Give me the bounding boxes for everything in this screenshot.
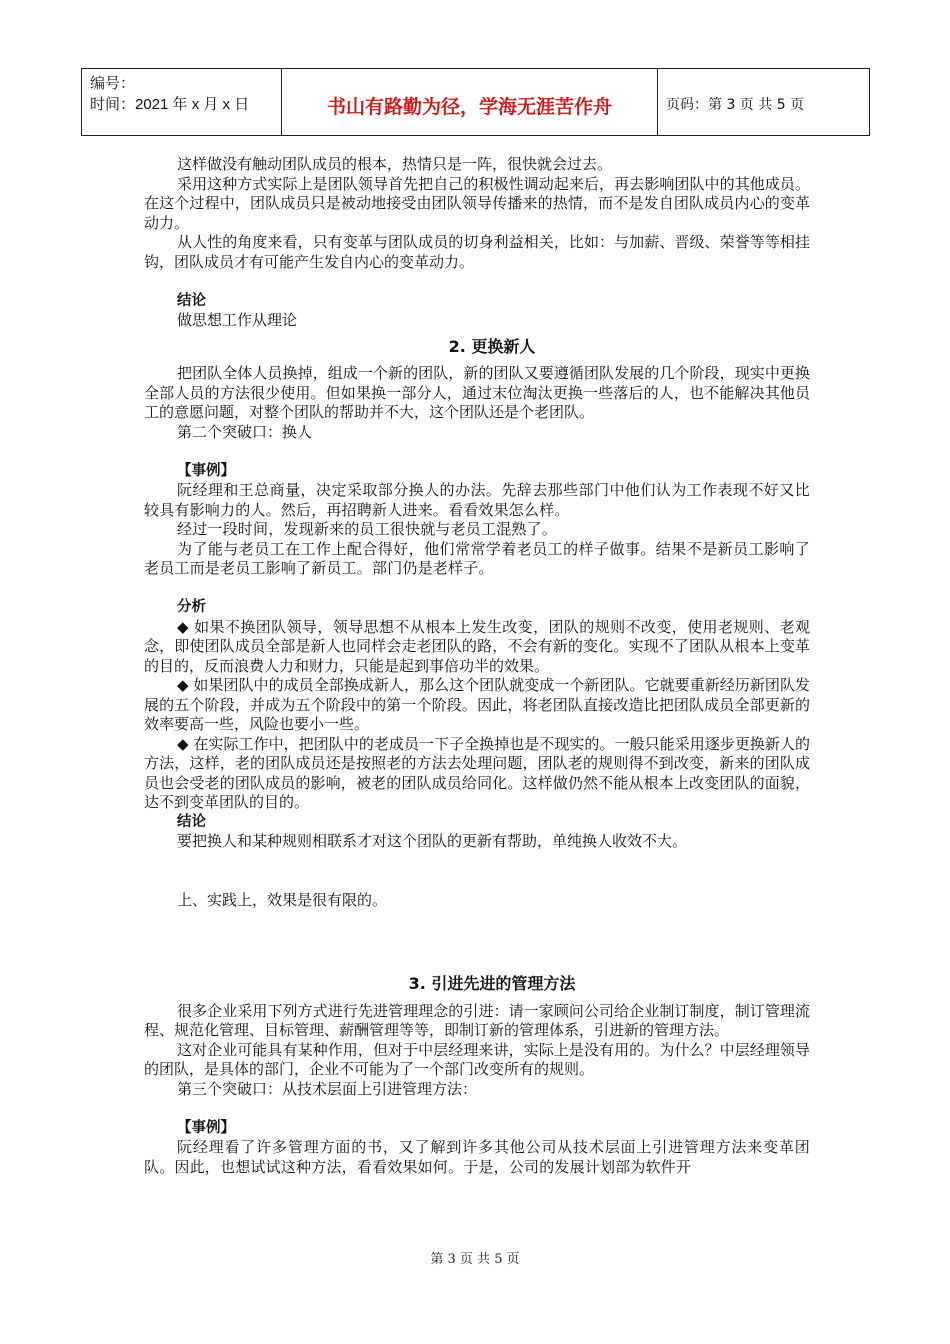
paragraph: 这对企业可能具有某种作用，但对于中层经理来讲，实际上是没有用的。为什么？中层经理领导的团队，是具体的部门，企业不可能为了一个部门改变所有的规则。: [144, 1040, 810, 1078]
case-paragraph: 阮经理看了许多管理方面的书，又了解到许多其他公司从技术层面上引进管理方法来变革团队。因此，也想试试这种方法，看看效果如何。于是，公司的发展计划部为软件开: [144, 1138, 810, 1176]
case-label: 【事例】: [177, 1119, 235, 1136]
analysis-bullet: ◆ 在实际工作中，把团队中的老成员一下子全换掉也是不现实的。一般只能采用逐步更换新人的方法，这样，老的团队成员还是按照老的方法去处理问题，团队老的规则得不到改变，新来的团队成员也会受老的团队成员的影响，被老的团队成员给同化。这样做仍然不能从根本上改变团队的面貌，达不到变革团队的目的。: [144, 734, 810, 811]
section-title: 3. 引进先进的管理方法: [408, 974, 576, 993]
page-footer: 第 3 页 共 5 页: [430, 1252, 520, 1267]
header-motto: 书山有路勤为径，学海无涯苦作舟: [282, 69, 658, 135]
case-paragraph: 阮经理和王总商量，决定采取部分换人的办法。先辞去那些部门中他们认为工作表现不好又比较具有影响力的人。然后，再招聘新人进来。看看效果怎么样。: [144, 481, 810, 519]
case-paragraph: 为了能与老员工在工作上配合得好，他们常常学着老员工的样子做事。结果不是新员工影响了老员工而是老员工影响了新员工。部门仍是老样子。: [144, 539, 810, 577]
conclusion-label: 结论: [177, 813, 206, 830]
fragment-text: 上、实践上，效果是很有限的。: [177, 890, 388, 909]
conclusion-text: 要把换人和某种规则相联系才对这个团队的更新有帮助，单纯换人收效不大。: [177, 832, 688, 850]
paragraph: 很多企业采用下列方式进行先进管理理念的引进：请一家顾问公司给企业制订制度，制订管理流程、规范化管理、目标管理、薪酬管理等等，即制订新的管理体系，引进新的管理方法。: [144, 1001, 810, 1039]
header-table: [81, 68, 870, 136]
paragraph: 从人性的角度来看，只有变革与团队成员的切身利益相关，比如：与加薪、晋级、荣誉等等相挂钩，团队成员才有可能产生发自内心的变革动力。: [144, 233, 810, 271]
header-page-info: 页码：第 3 页 共 5 页: [666, 97, 805, 113]
case-paragraph: 经过一段时间，发现新来的员工很快就与老员工混熟了。: [177, 520, 558, 538]
conclusion-text: 做思想工作从理论: [177, 311, 298, 329]
paragraph: 这样做没有触动团队成员的根本，热情只是一阵，很快就会过去。: [177, 155, 613, 173]
analysis-bullet: ◆ 如果团队中的成员全部换成新人，那么这个团队就变成一个新团队。它就要重新经历新团队发展的五个阶段，并成为五个阶段中的第一个阶段。因此，将老团队直接改造比把团队成员全部更新的效率要高一些，风险也要小一些。: [144, 676, 810, 733]
paragraph: 采用这种方式实际上是团队领导首先把自己的积极性调动起来后，再去影响团队中的其他成员。在这个过程中，团队成员只是被动地接受由团队领导传播来的热情，而不是发自团队成员内心的变革动力。: [144, 174, 810, 232]
doc-number-label: 编号：: [90, 75, 136, 92]
header-meta: [82, 69, 282, 135]
analysis-label: 分析: [177, 599, 206, 615]
doc-date-label: 时间：2021 年 x 月 x 日: [90, 96, 250, 113]
paragraph: 第二个突破口：换人: [177, 422, 313, 441]
analysis-bullet: ◆ 如果不换团队领导，领导思想不从根本上发生改变，团队的规则不改变，使用老规则、老观念，即使团队成员全部是新人也同样会走老团队的路，不会有新的变化。实现不了团队从根本上变革的目的，反而浪费人力和财力，只能是起到事倍功半的效果。: [144, 617, 810, 675]
document-body: [144, 155, 810, 1177]
conclusion-label: 结论: [177, 292, 206, 309]
case-label: 【事例】: [177, 462, 235, 479]
paragraph: 第三个突破口：从技术层面上引进管理方法：: [177, 1079, 478, 1098]
paragraph: 把团队全体人员换掉，组成一个新的团队，新的团队又要遵循团队发展的几个阶段，现实中更换全部人员的方法很少使用。但如果换一部分人，通过末位淘汰更换一些落后的人，也不能解决其他员工的意愿问题，对整个团队的帮助并不大，这个团队还是个老团队。: [144, 364, 810, 421]
section-title: 2. 更换新人: [448, 336, 536, 356]
